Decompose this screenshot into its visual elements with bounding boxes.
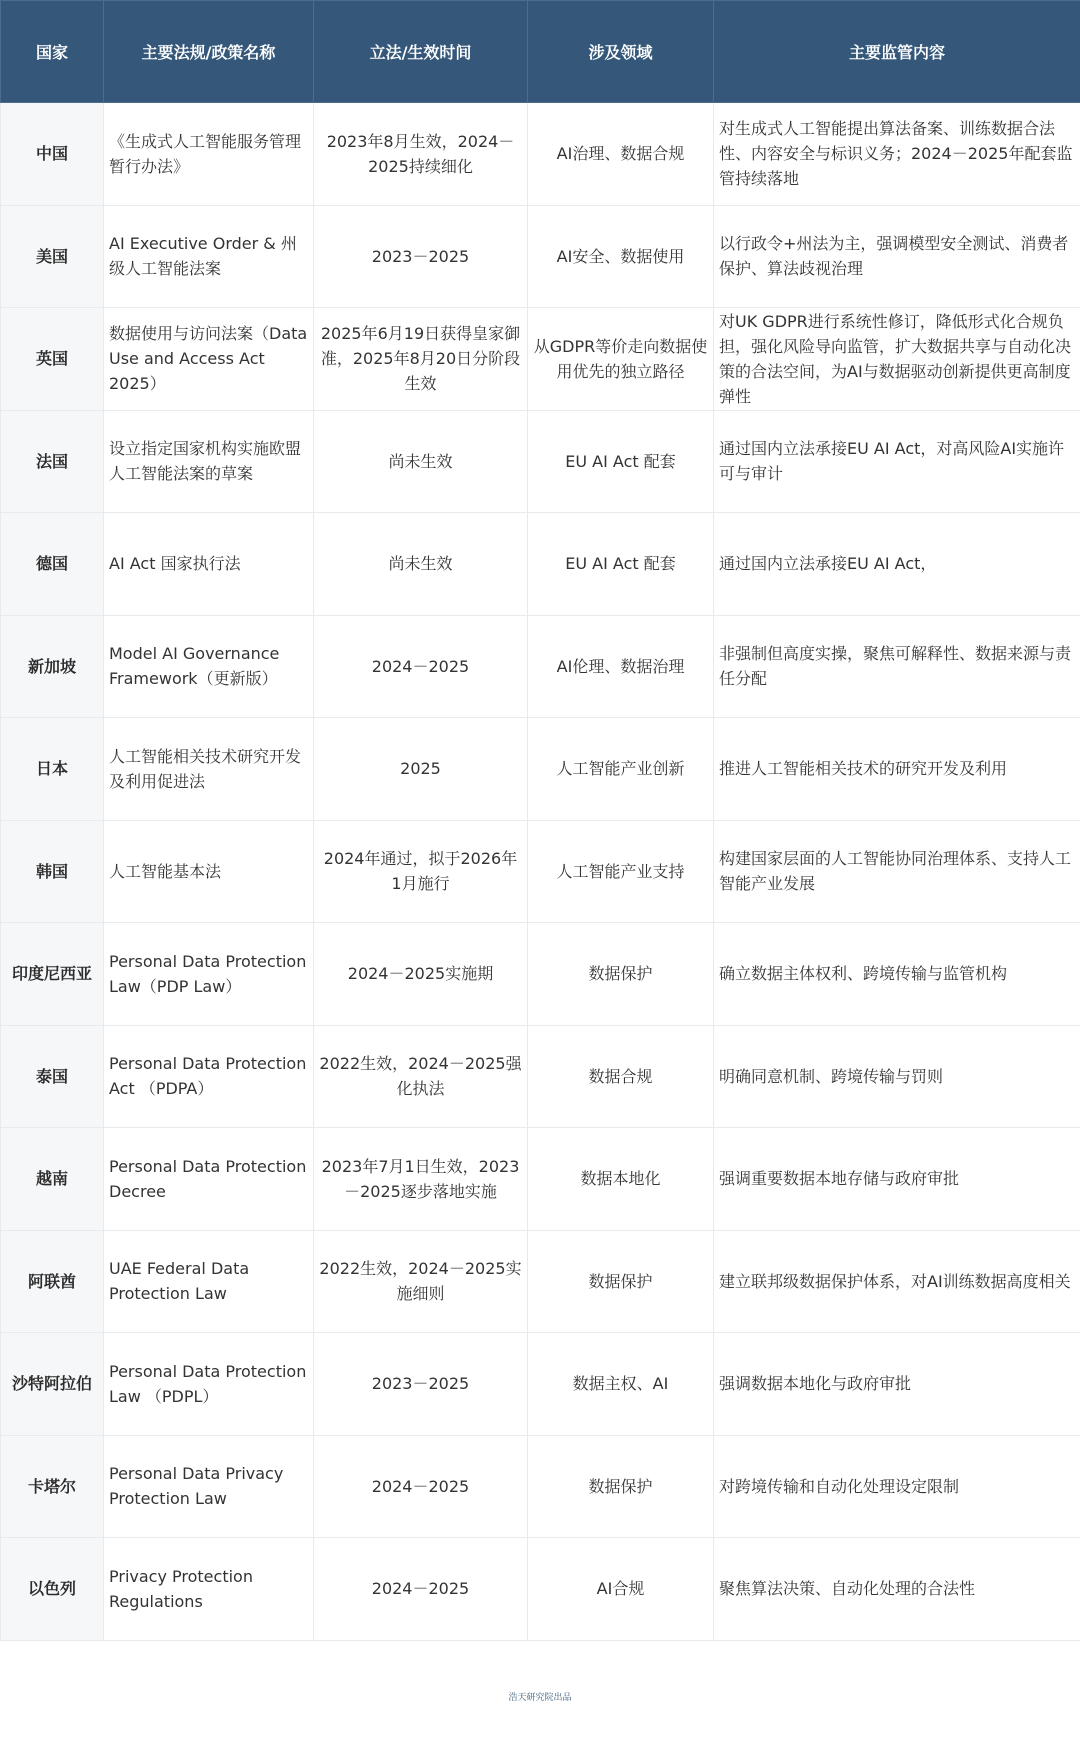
effective-date-cell: 2024－2025实施期	[314, 923, 528, 1026]
table-row	[1, 103, 1080, 206]
effective-date-cell: 2024年通过，拟于2026年1月施行	[314, 820, 528, 923]
table-row	[1, 1230, 1080, 1333]
country-cell: 沙特阿拉伯	[1, 1333, 104, 1436]
content-cell: 对跨境传输和自动化处理设定限制	[714, 1435, 1080, 1538]
domain-cell: 人工智能产业支持	[528, 820, 714, 923]
regulation-name-cell: AI Executive Order & 州级人工智能法案	[104, 205, 314, 308]
content-cell: 推进人工智能相关技术的研究开发及利用	[714, 718, 1080, 821]
domain-cell: 从GDPR等价走向数据使用优先的独立路径	[528, 308, 714, 411]
domain-cell: 人工智能产业创新	[528, 718, 714, 821]
table-row	[1, 820, 1080, 923]
domain-cell: AI安全、数据使用	[528, 205, 714, 308]
header-regulation-name: 主要法规/政策名称	[104, 1, 314, 103]
effective-date-cell: 2025	[314, 718, 528, 821]
domain-cell: AI伦理、数据治理	[528, 615, 714, 718]
content-cell: 明确同意机制、跨境传输与罚则	[714, 1025, 1080, 1128]
header-country: 国家	[1, 1, 104, 103]
table-header	[1, 1, 1080, 103]
content-cell: 对生成式人工智能提出算法备案、训练数据合法性、内容安全与标识义务；2024－2025年配套监管持续落地	[714, 103, 1080, 206]
country-cell: 德国	[1, 513, 104, 616]
table-row	[1, 1025, 1080, 1128]
country-cell: 美国	[1, 205, 104, 308]
effective-date-cell: 2025年6月19日获得皇家御准，2025年8月20日分阶段生效	[314, 308, 528, 411]
effective-date-cell: 2023－2025	[314, 205, 528, 308]
country-cell: 印度尼西亚	[1, 923, 104, 1026]
country-cell: 卡塔尔	[1, 1435, 104, 1538]
footer-credit: 浩天研究院出品	[508, 1693, 572, 1703]
table-row	[1, 615, 1080, 718]
effective-date-cell: 2022生效，2024－2025实施细则	[314, 1230, 528, 1333]
country-cell: 新加坡	[1, 615, 104, 718]
effective-date-cell: 2022生效，2024－2025强化执法	[314, 1025, 528, 1128]
regulation-name-cell: Personal Data Protection Law （PDPL）	[104, 1333, 314, 1436]
domain-cell: 数据保护	[528, 923, 714, 1026]
country-cell: 日本	[1, 718, 104, 821]
content-cell: 构建国家层面的人工智能协同治理体系、支持人工智能产业发展	[714, 820, 1080, 923]
country-cell: 以色列	[1, 1538, 104, 1641]
effective-date-cell: 2023年7月1日生效，2023－2025逐步落地实施	[314, 1128, 528, 1231]
regulation-name-cell: 《生成式人工智能服务管理暂行办法》	[104, 103, 314, 206]
content-cell: 强调数据本地化与政府审批	[714, 1333, 1080, 1436]
effective-date-cell: 2024－2025	[314, 1435, 528, 1538]
table-row	[1, 923, 1080, 1026]
country-cell: 中国	[1, 103, 104, 206]
regulation-name-cell: 人工智能相关技术研究开发及利用促进法	[104, 718, 314, 821]
domain-cell: AI治理、数据合规	[528, 103, 714, 206]
country-cell: 法国	[1, 410, 104, 513]
header-effective-date: 立法/生效时间	[314, 1, 528, 103]
domain-cell: EU AI Act 配套	[528, 410, 714, 513]
effective-date-cell: 2023年8月生效，2024－2025持续细化	[314, 103, 528, 206]
domain-cell: EU AI Act 配套	[528, 513, 714, 616]
regulation-name-cell: 设立指定国家机构实施欧盟人工智能法案的草案	[104, 410, 314, 513]
regulation-name-cell: Model AI Governance Framework（更新版）	[104, 615, 314, 718]
country-cell: 韩国	[1, 820, 104, 923]
table-row	[1, 1128, 1080, 1231]
regulation-name-cell: 人工智能基本法	[104, 820, 314, 923]
regulation-name-cell: Privacy Protection Regulations	[104, 1538, 314, 1641]
regulation-name-cell: Personal Data Privacy Protection Law	[104, 1435, 314, 1538]
content-cell: 以行政令+州法为主，强调模型安全测试、消费者保护、算法歧视治理	[714, 205, 1080, 308]
table-row	[1, 308, 1080, 411]
country-cell: 英国	[1, 308, 104, 411]
header-content: 主要监管内容	[714, 1, 1080, 103]
content-cell: 通过国内立法承接EU AI Act，	[714, 513, 1080, 616]
domain-cell: 数据保护	[528, 1230, 714, 1333]
table-row	[1, 1538, 1080, 1641]
country-cell: 越南	[1, 1128, 104, 1231]
regulation-name-cell: UAE Federal Data Protection Law	[104, 1230, 314, 1333]
table-row	[1, 205, 1080, 308]
effective-date-cell: 尚未生效	[314, 513, 528, 616]
effective-date-cell: 尚未生效	[314, 410, 528, 513]
content-cell: 强调重要数据本地存储与政府审批	[714, 1128, 1080, 1231]
table-row	[1, 410, 1080, 513]
country-cell: 泰国	[1, 1025, 104, 1128]
content-cell: 建立联邦级数据保护体系，对AI训练数据高度相关	[714, 1230, 1080, 1333]
table-row	[1, 718, 1080, 821]
regulation-name-cell: Personal Data Protection Decree	[104, 1128, 314, 1231]
header-domain: 涉及领域	[528, 1, 714, 103]
regulation-name-cell: Personal Data Protection Act （PDPA）	[104, 1025, 314, 1128]
domain-cell: 数据本地化	[528, 1128, 714, 1231]
effective-date-cell: 2024－2025	[314, 615, 528, 718]
effective-date-cell: 2023－2025	[314, 1333, 528, 1436]
effective-date-cell: 2024－2025	[314, 1538, 528, 1641]
content-cell: 对UK GDPR进行系统性修订，降低形式化合规负担，强化风险导向监管，扩大数据共享与自动化决策的合法空间，为AI与数据驱动创新提供更高制度弹性	[714, 308, 1080, 411]
regulation-name-cell: 数据使用与访问法案（Data Use and Access Act 2025）	[104, 308, 314, 411]
table-row	[1, 1435, 1080, 1538]
content-cell: 确立数据主体权利、跨境传输与监管机构	[714, 923, 1080, 1026]
domain-cell: 数据合规	[528, 1025, 714, 1128]
content-cell: 聚焦算法决策、自动化处理的合法性	[714, 1538, 1080, 1641]
content-cell: 非强制但高度实操，聚焦可解释性、数据来源与责任分配	[714, 615, 1080, 718]
content-cell: 通过国内立法承接EU AI Act，对高风险AI实施许可与审计	[714, 410, 1080, 513]
domain-cell: 数据保护	[528, 1435, 714, 1538]
country-cell: 阿联酋	[1, 1230, 104, 1333]
regulation-name-cell: Personal Data Protection Law（PDP Law）	[104, 923, 314, 1026]
table-body	[1, 103, 1080, 1641]
table-row	[1, 1333, 1080, 1436]
table-row	[1, 513, 1080, 616]
domain-cell: AI合规	[528, 1538, 714, 1641]
header-row	[1, 1, 1080, 103]
regulation-name-cell: AI Act 国家执行法	[104, 513, 314, 616]
domain-cell: 数据主权、AI	[528, 1333, 714, 1436]
